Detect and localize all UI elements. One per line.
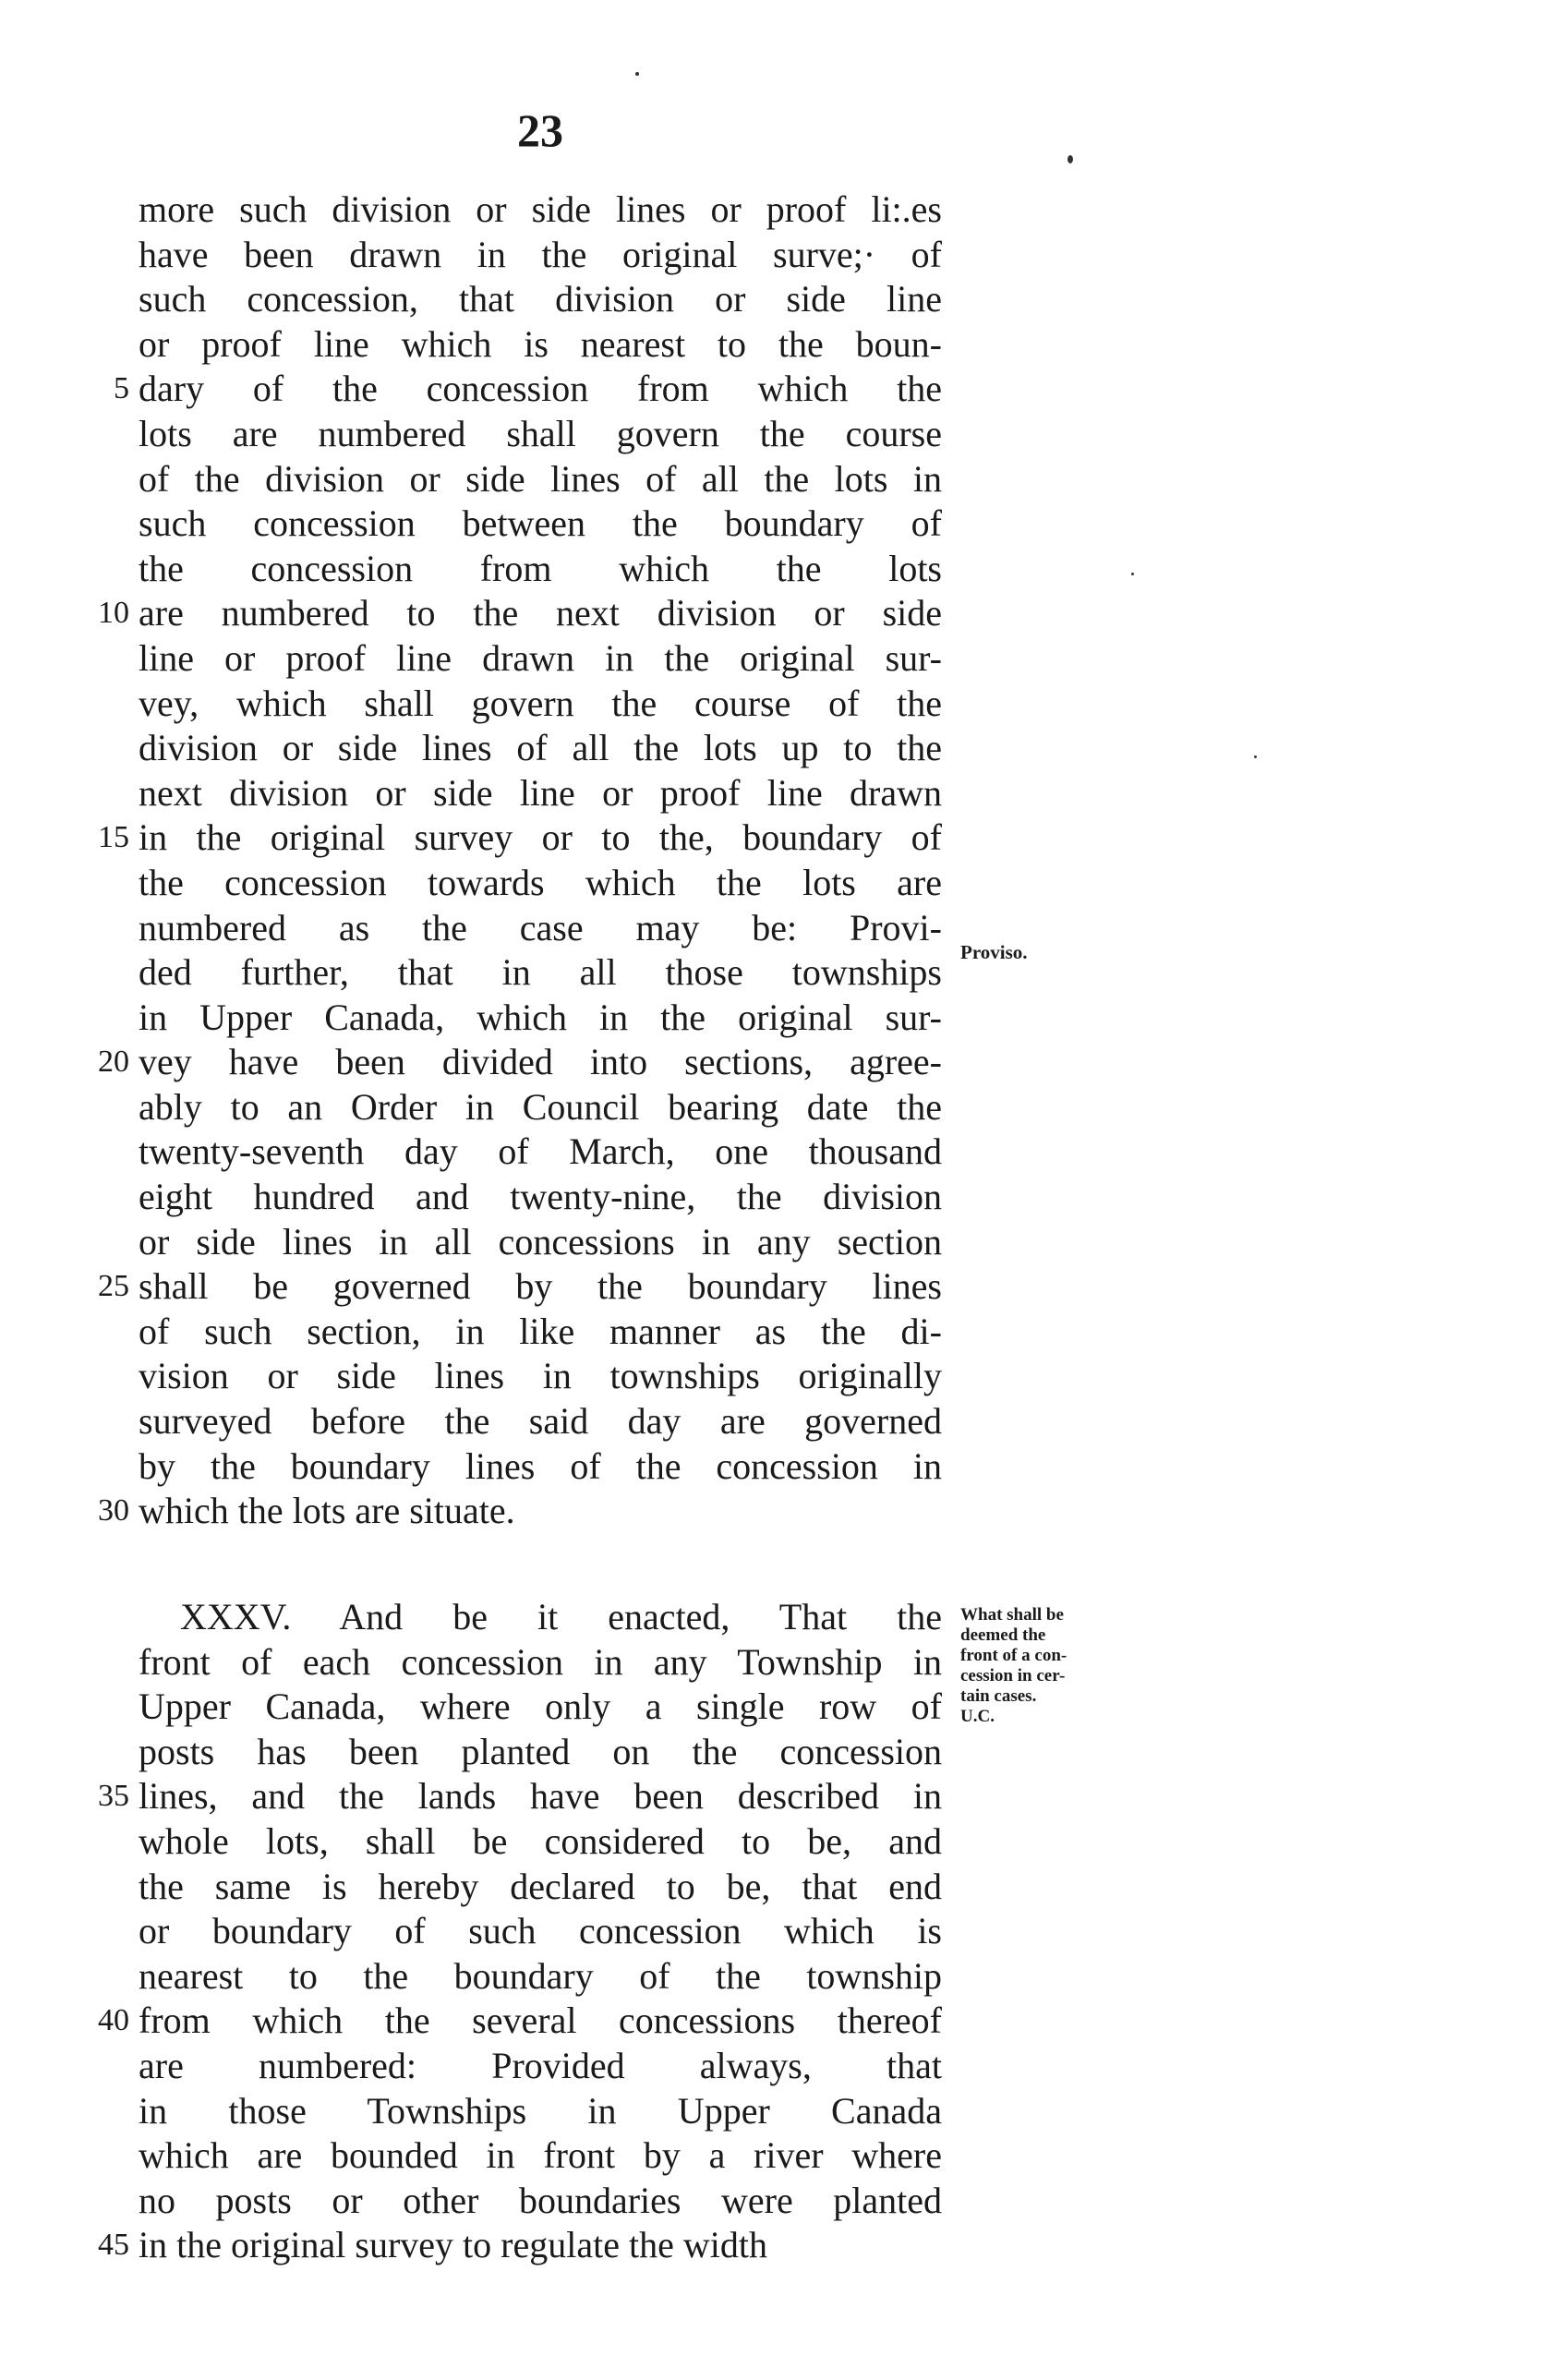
text-line bbox=[139, 2044, 942, 2089]
line-text: or proof line which is nearest to the boun- bbox=[139, 322, 942, 365]
line-text: such concession between the boundary of bbox=[139, 502, 942, 545]
text-line bbox=[139, 2179, 942, 2224]
text-line bbox=[139, 2089, 942, 2134]
line-text: Upper Canada, where only a single row of bbox=[139, 1685, 942, 1728]
text-line bbox=[98, 1040, 942, 1085]
text-line bbox=[139, 682, 942, 727]
line-number: 25 bbox=[98, 1269, 129, 1304]
speck-mark bbox=[635, 72, 639, 76]
text-line bbox=[139, 412, 942, 457]
text-line bbox=[139, 1685, 942, 1730]
line-text: the same is hereby declared to be, that end bbox=[139, 1865, 942, 1907]
text-line bbox=[139, 771, 942, 816]
line-text: whole lots, shall be considered to be, and bbox=[139, 1819, 942, 1862]
section-body-continuation bbox=[98, 187, 942, 1534]
line-text: lots are numbered shall govern the course bbox=[139, 412, 942, 454]
marginal-note-front-of-concession bbox=[960, 1605, 1168, 1727]
speck-mark bbox=[1131, 573, 1134, 575]
marginal-note-line: front of a con- bbox=[960, 1646, 1067, 1665]
text-line bbox=[139, 1730, 942, 1775]
text-line bbox=[139, 636, 942, 682]
line-text: vey, which shall govern the course of the bbox=[139, 682, 942, 724]
line-text: eight hundred and twenty-nine, the division bbox=[139, 1176, 942, 1218]
text-line bbox=[139, 187, 942, 233]
text-line bbox=[139, 1865, 942, 1910]
text-line bbox=[139, 950, 942, 996]
line-text: next division or side line or proof line drawn bbox=[139, 771, 942, 814]
text-line bbox=[139, 1595, 942, 1640]
text-line bbox=[139, 2133, 942, 2179]
marginal-note-line: deemed the bbox=[960, 1625, 1046, 1645]
line-text: of the division or side lines of all the lots in bbox=[139, 457, 942, 500]
line-text: from which the several concessions thereof bbox=[139, 1999, 942, 2042]
text-line bbox=[139, 547, 942, 592]
line-text: ded further, that in all those townships bbox=[139, 951, 942, 994]
line-number: 10 bbox=[98, 596, 129, 631]
line-number: 20 bbox=[98, 1045, 129, 1080]
text-line bbox=[139, 906, 942, 951]
text-line bbox=[98, 1774, 942, 1819]
line-text: or side lines in all concessions in any section bbox=[139, 1220, 942, 1262]
line-text: vey have been divided into sections, agree- bbox=[139, 1041, 942, 1083]
line-text: more such division or side lines or proof li:.es bbox=[139, 188, 942, 230]
marginal-note-line: tain cases. bbox=[960, 1686, 1037, 1706]
text-line bbox=[98, 815, 942, 861]
text-line bbox=[139, 233, 942, 278]
line-number: 15 bbox=[98, 820, 129, 855]
line-text: such concession, that division or side line bbox=[139, 278, 942, 320]
line-text: ably to an Order in Council bearing date the bbox=[139, 1085, 942, 1128]
line-text: twenty-seventh day of March, one thousand bbox=[139, 1130, 942, 1173]
line-text: the concession from which the lots bbox=[139, 547, 942, 589]
text-line bbox=[139, 322, 942, 368]
text-line bbox=[139, 726, 942, 771]
line-number: 30 bbox=[98, 1493, 129, 1528]
text-line bbox=[98, 1264, 942, 1310]
text-line bbox=[114, 367, 942, 412]
text-line bbox=[139, 501, 942, 547]
text-line bbox=[139, 1954, 942, 1999]
line-number: 45 bbox=[98, 2228, 129, 2263]
text-line bbox=[139, 1130, 942, 1175]
line-text: front of each concession in any Township in bbox=[139, 1640, 942, 1683]
marginal-note-line: cession in cer- bbox=[960, 1666, 1066, 1685]
text-line bbox=[139, 1085, 942, 1130]
line-text: in Upper Canada, which in the original sur- bbox=[139, 996, 942, 1038]
text-line bbox=[139, 1399, 942, 1444]
text-line bbox=[98, 1999, 942, 2044]
line-text: XXXV. And be it enacted, That the bbox=[180, 1596, 942, 1637]
line-text: no posts or other boundaries were planted bbox=[139, 2179, 942, 2221]
line-text: line or proof line drawn in the original sur- bbox=[139, 636, 942, 679]
text-line bbox=[139, 861, 942, 906]
text-line bbox=[139, 1640, 942, 1685]
text-line bbox=[98, 1489, 942, 1534]
text-line bbox=[139, 1310, 942, 1355]
marginal-note-line: What shall be bbox=[960, 1605, 1064, 1625]
line-number: 40 bbox=[98, 2003, 129, 2038]
line-text: nearest to the boundary of the township bbox=[139, 1954, 942, 1997]
text-line bbox=[139, 457, 942, 502]
line-text: or boundary of such concession which is bbox=[139, 1910, 942, 1952]
text-line bbox=[139, 1444, 942, 1490]
text-line bbox=[139, 996, 942, 1041]
line-text: the concession towards which the lots are bbox=[139, 861, 942, 903]
line-text: which are bounded in front by a river where bbox=[139, 2134, 942, 2177]
line-text: which the lots are situate. bbox=[139, 1490, 515, 1532]
line-text: of such section, in like manner as the di- bbox=[139, 1310, 942, 1352]
marginal-note-line: U.C. bbox=[960, 1707, 995, 1726]
line-text: numbered as the case may be: Provi- bbox=[139, 906, 942, 948]
line-text: in the original survey or to the, boundary of bbox=[139, 816, 942, 859]
line-text: in those Townships in Upper Canada bbox=[139, 2089, 942, 2132]
line-text: division or side lines of all the lots up to the bbox=[139, 727, 942, 769]
section-body-xxxv bbox=[98, 1595, 942, 2268]
text-line bbox=[98, 591, 942, 636]
line-text: by the boundary lines of the concession in bbox=[139, 1444, 942, 1487]
line-text: have been drawn in the original surve;· of bbox=[139, 233, 942, 275]
line-text: in the original survey to regulate the width bbox=[139, 2224, 767, 2266]
text-line bbox=[139, 277, 942, 322]
line-text: dary of the concession from which the bbox=[139, 368, 942, 410]
line-text: posts has been planted on the concession bbox=[139, 1730, 942, 1772]
line-text: vision or side lines in townships originally bbox=[139, 1355, 942, 1397]
speck-mark bbox=[1067, 155, 1073, 163]
line-text: surveyed before the said day are governed bbox=[139, 1400, 942, 1443]
text-line bbox=[98, 2223, 942, 2268]
line-text: are numbered: Provided always, that bbox=[139, 2044, 942, 2086]
text-line bbox=[139, 1354, 942, 1399]
text-line bbox=[139, 1819, 942, 1865]
line-number: 35 bbox=[98, 1779, 129, 1814]
page-number: 23 bbox=[517, 104, 563, 156]
text-line bbox=[139, 1909, 942, 1954]
line-text: are numbered to the next division or side bbox=[139, 592, 942, 634]
text-line bbox=[139, 1175, 942, 1220]
line-number: 5 bbox=[114, 371, 129, 406]
speck-mark bbox=[1254, 755, 1257, 758]
text-line bbox=[139, 1220, 942, 1265]
line-text: lines, and the lands have been described in bbox=[139, 1775, 942, 1818]
line-text: shall be governed by the boundary lines bbox=[139, 1265, 942, 1308]
marginal-note-proviso: Proviso. bbox=[960, 941, 1028, 963]
